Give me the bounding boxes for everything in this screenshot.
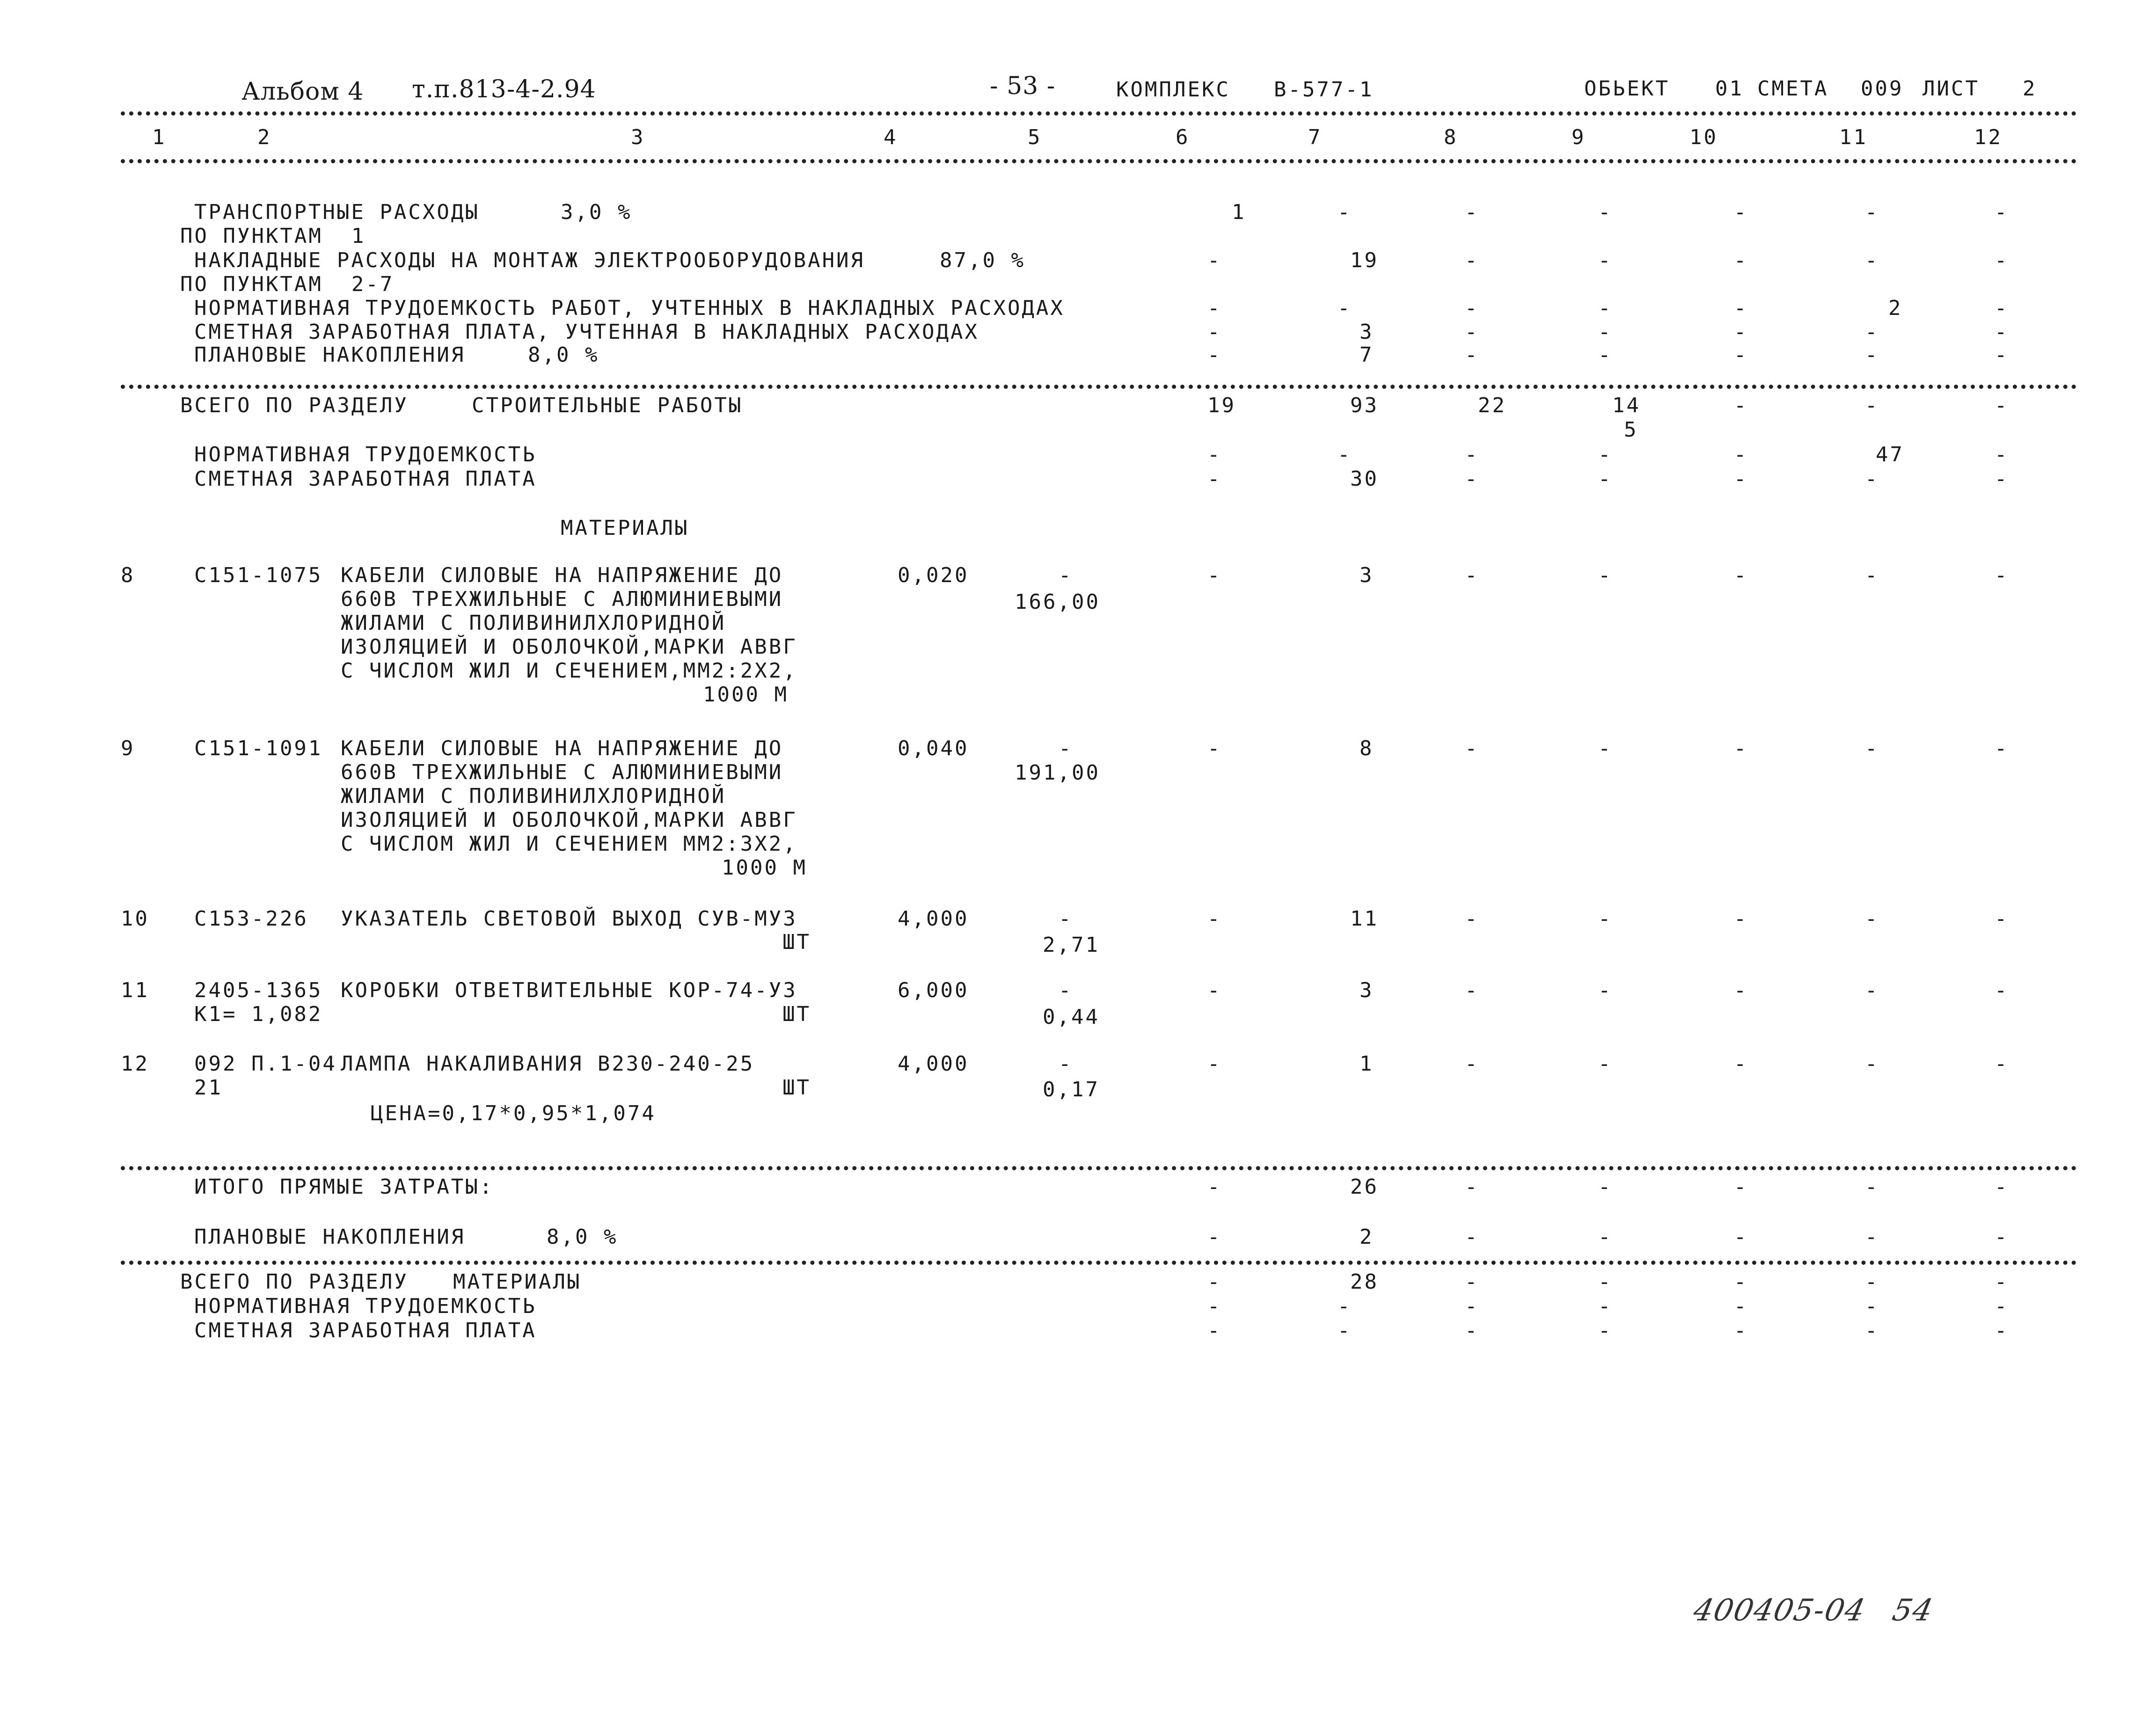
item-description: 660В ТРЕХЖИЛЬНЫЕ С АЛЮМИНИЕВЫМИ: [341, 760, 783, 784]
item-description: КАБЕЛИ СИЛОВЫЕ НА НАПРЯЖЕНИЕ ДО: [341, 563, 783, 587]
cell-c10: -: [1734, 320, 1748, 344]
overhead-label: НАКЛАДНЫЕ РАСХОДЫ НА МОНТАЖ ЭЛЕКТРООБОРУДОВАНИЯ: [194, 248, 865, 272]
overhead-items-ref: ПО ПУНКТАМ 1: [180, 224, 366, 248]
sheet-number: 2: [2023, 77, 2037, 101]
cell-c11: -: [1865, 200, 1879, 224]
cell-c8: -: [1465, 296, 1479, 320]
cell-c6: -: [1207, 320, 1222, 344]
column-number: 12: [1974, 125, 2003, 149]
column-number: 9: [1571, 125, 1586, 149]
cell-c10: -: [1734, 394, 1748, 417]
cell-c8: -: [1465, 343, 1479, 367]
header-separator: [121, 111, 2077, 116]
cell-c7: 3: [1359, 320, 1374, 344]
cell-c7: 30: [1350, 467, 1379, 491]
item-description: УКАЗАТЕЛЬ СВЕТОВОЙ ВЫХОД СУВ-МУ3: [341, 907, 797, 931]
cell-c10: -: [1734, 248, 1748, 272]
cell-c12: -: [1995, 200, 2009, 224]
cell-c12: -: [1995, 394, 2009, 417]
cell-c7: 2: [1359, 1225, 1374, 1249]
quantity: 4,000: [898, 907, 969, 931]
cell-c11: -: [1865, 343, 1879, 367]
item-description: ИЗОЛЯЦИЕЙ И ОБОЛОЧКОЙ,МАРКИ АВВГ: [341, 808, 797, 832]
price-code: С151-1091: [194, 737, 323, 760]
cell-c7: 28: [1350, 1270, 1379, 1294]
cell-c6: -: [1207, 443, 1222, 467]
row-number: 9: [121, 737, 135, 760]
item-description: ИЗОЛЯЦИЕЙ И ОБОЛОЧКОЙ,МАРКИ АВВГ: [341, 635, 797, 659]
cell-c11: -: [1865, 248, 1879, 272]
sheet-label: ЛИСТ: [1922, 77, 1980, 101]
section-name: МАТЕРИАЛЫ: [453, 1270, 582, 1294]
cell-c12: -: [1995, 443, 2009, 467]
cell-c11: -: [1865, 1294, 1879, 1318]
cell-c7: 7: [1359, 343, 1374, 367]
cell-c8: -: [1465, 1319, 1479, 1342]
item-description: ЖИЛАМИ С ПОЛИВИНИЛХЛОРИДНОЙ: [341, 611, 726, 635]
cell-c9: -: [1598, 1225, 1613, 1249]
cell-c11: 2: [1888, 296, 1903, 320]
cell-c11: -: [1865, 737, 1879, 760]
cell-c9: -: [1598, 1175, 1613, 1199]
item-description: С ЧИСЛОМ ЖИЛ И СЕЧЕНИЕМ ММ2:3Х2,: [341, 832, 797, 856]
cell-c11: -: [1865, 1175, 1879, 1199]
estimate-label: СМЕТА: [1757, 77, 1829, 101]
planned-savings-label: ПЛАНОВЫЕ НАКОПЛЕНИЯ: [194, 1225, 466, 1249]
cell-c8: -: [1465, 907, 1479, 931]
cell-c12: -: [1995, 1052, 2009, 1076]
cell-c11: -: [1865, 978, 1879, 1002]
cell-c6: -: [1207, 563, 1222, 587]
overhead-items-ref: ПО ПУНКТАМ 2-7: [180, 272, 395, 296]
cell-c9: -: [1598, 467, 1613, 491]
section-separator: [121, 1166, 2077, 1170]
column-number: 8: [1444, 125, 1458, 149]
materials-heading: МАТЕРИАЛЫ: [561, 516, 689, 540]
price-coefficient: К1= 1,082: [194, 1002, 323, 1026]
cell-c6: -: [1207, 248, 1222, 272]
cell-c8: -: [1465, 443, 1479, 467]
cell-c6: -: [1207, 1319, 1222, 1342]
price-code: С151-1075: [194, 563, 323, 587]
cell-c9-continued: 5: [1624, 418, 1638, 442]
quantity: 0,040: [898, 737, 969, 760]
cell-c12: -: [1995, 907, 2009, 931]
cell-c12: -: [1995, 1270, 2009, 1294]
cell-c6: -: [1207, 1294, 1222, 1318]
section-total-label: ВСЕГО ПО РАЗДЕЛУ: [180, 394, 409, 417]
cell-c11: 47: [1876, 443, 1904, 467]
cell-c7: 19: [1350, 248, 1379, 272]
column-number: 10: [1689, 125, 1718, 149]
column-number: 11: [1839, 125, 1868, 149]
overhead-label: ТРАНСПОРТНЫЕ РАСХОДЫ: [194, 200, 480, 224]
cell-c9: -: [1598, 1319, 1613, 1342]
cell-c6: -: [1207, 343, 1222, 367]
section-separator: [121, 385, 2077, 389]
cell-c10: -: [1734, 563, 1748, 587]
column-number: 6: [1176, 125, 1190, 149]
cell-c11: -: [1865, 1319, 1879, 1342]
item-unit: 1000 М: [703, 683, 789, 707]
cell-c6: -: [1207, 737, 1222, 760]
section-separator: [121, 1261, 2077, 1265]
cell-c9: -: [1598, 200, 1613, 224]
cell-c10: -: [1734, 978, 1748, 1002]
handwritten-document-code: 400405-04: [1690, 1593, 1869, 1628]
cell-c10: -: [1734, 907, 1748, 931]
unit-price-dash: -: [1059, 737, 1073, 760]
page-number: - 53 -: [990, 72, 1056, 100]
cell-c8: -: [1465, 467, 1479, 491]
cell-c10: -: [1734, 1319, 1748, 1342]
cell-c8: -: [1465, 1294, 1479, 1318]
album-label: Альбом 4: [241, 78, 364, 106]
cell-c6: -: [1207, 1175, 1222, 1199]
cell-c10: -: [1734, 1270, 1748, 1294]
cell-c8: 22: [1478, 394, 1506, 417]
cell-c7: 26: [1350, 1175, 1379, 1199]
cell-c10: -: [1734, 1175, 1748, 1199]
cell-c7: -: [1337, 443, 1352, 467]
item-description: КАБЕЛИ СИЛОВЫЕ НА НАПРЯЖЕНИЕ ДО: [341, 737, 783, 760]
cell-c6: -: [1207, 907, 1222, 931]
cell-c11: -: [1865, 1052, 1879, 1076]
cell-c6: -: [1207, 1225, 1222, 1249]
object-label: ОБЬЕКТ: [1584, 77, 1670, 101]
cell-c11: -: [1865, 1225, 1879, 1249]
cell-c7: -: [1337, 1319, 1352, 1342]
unit-price-dash: -: [1059, 978, 1073, 1002]
cell-c6: 19: [1207, 394, 1236, 417]
object-number: 01: [1715, 77, 1744, 101]
cell-c12: -: [1995, 1294, 2009, 1318]
cell-c9: -: [1598, 343, 1613, 367]
cell-c6: -: [1207, 467, 1222, 491]
item-unit: ШТ: [782, 1076, 811, 1100]
unit-price: 166,00: [1015, 590, 1100, 614]
cell-c9: -: [1598, 320, 1613, 344]
cell-c12: -: [1995, 1225, 2009, 1249]
labor-intensity-label: НОРМАТИВНАЯ ТРУДОЕМКОСТЬ: [194, 443, 537, 467]
cell-c12: -: [1995, 1319, 2009, 1342]
price-formula: ЦЕНА=0,17*0,95*1,074: [371, 1101, 656, 1125]
section-name: СТРОИТЕЛЬНЫЕ РАБОТЫ: [472, 394, 743, 417]
column-number: 4: [884, 125, 898, 149]
cell-c12: -: [1995, 978, 2009, 1002]
cell-c10: -: [1734, 737, 1748, 760]
price-code: 092 П.1-04: [194, 1052, 337, 1076]
cell-c6: 1: [1232, 200, 1246, 224]
cell-c12: -: [1995, 296, 2009, 320]
cell-c7: 3: [1359, 563, 1374, 587]
quantity: 6,000: [898, 978, 969, 1002]
complex-code: В-577-1: [1274, 78, 1374, 102]
unit-price: 191,00: [1015, 761, 1100, 785]
cell-c8: -: [1465, 248, 1479, 272]
cell-c8: -: [1465, 737, 1479, 760]
unit-price-dash: -: [1059, 1052, 1073, 1076]
item-description: КОРОБКИ ОТВЕТВИТЕЛЬНЫЕ КОР-74-У3: [341, 978, 797, 1002]
complex-label: КОМПЛЕКС: [1116, 78, 1230, 102]
cell-c11: -: [1865, 907, 1879, 931]
cell-c8: -: [1465, 320, 1479, 344]
cell-c11: -: [1865, 394, 1879, 417]
cell-c9: -: [1598, 563, 1613, 587]
cell-c9: -: [1598, 907, 1613, 931]
price-code-continued: 21: [194, 1076, 223, 1100]
cell-c12: -: [1995, 467, 2009, 491]
cell-c10: -: [1734, 200, 1748, 224]
cell-c9: -: [1598, 248, 1613, 272]
cell-c6: -: [1207, 1052, 1222, 1076]
overhead-rate: 87,0 %: [940, 248, 1025, 272]
cell-c9: -: [1598, 1052, 1613, 1076]
cell-c7: -: [1337, 200, 1352, 224]
cell-c10: -: [1734, 1294, 1748, 1318]
cell-c11: -: [1865, 563, 1879, 587]
item-unit: ШТ: [782, 1002, 811, 1026]
unit-price-dash: -: [1059, 563, 1073, 587]
cell-c12: -: [1995, 737, 2009, 760]
unit-price: 0,17: [1043, 1078, 1100, 1101]
cell-c8: -: [1465, 978, 1479, 1002]
handwritten-page-number: 54: [1889, 1593, 1937, 1628]
cell-c9: -: [1598, 1294, 1613, 1318]
item-unit: ШТ: [782, 930, 811, 954]
item-description: С ЧИСЛОМ ЖИЛ И СЕЧЕНИЕМ,ММ2:2Х2,: [341, 659, 797, 683]
unit-price: 0,44: [1043, 1005, 1100, 1029]
cell-c7: 3: [1359, 978, 1374, 1002]
overhead-label: СМЕТНАЯ ЗАРАБОТНАЯ ПЛАТА, УЧТЕННАЯ В НАКЛАДНЫХ РАСХОДАХ: [194, 320, 979, 344]
row-number: 10: [121, 907, 149, 931]
cell-c12: -: [1995, 563, 2009, 587]
cell-c10: -: [1734, 1225, 1748, 1249]
cell-c7: 93: [1350, 394, 1379, 417]
labor-intensity-label: НОРМАТИВНАЯ ТРУДОЕМКОСТЬ: [194, 1294, 537, 1318]
cell-c9: -: [1598, 1270, 1613, 1294]
cell-c12: -: [1995, 320, 2009, 344]
cell-c9: -: [1598, 737, 1613, 760]
row-number: 11: [121, 978, 149, 1002]
overhead-rate: 8,0 %: [528, 343, 599, 367]
quantity: 0,020: [898, 563, 969, 587]
item-description: 660В ТРЕХЖИЛЬНЫЕ С АЛЮМИНИЕВЫМИ: [341, 587, 783, 611]
price-code: С153-226: [194, 907, 308, 931]
cell-c10: -: [1734, 443, 1748, 467]
column-number: 1: [152, 125, 167, 149]
cell-c8: -: [1465, 563, 1479, 587]
cell-c10: -: [1734, 467, 1748, 491]
cell-c10: -: [1734, 1052, 1748, 1076]
section-total-label: ВСЕГО ПО РАЗДЕЛУ: [180, 1270, 409, 1294]
estimated-wage-label: СМЕТНАЯ ЗАРАБОТНАЯ ПЛАТА: [194, 1319, 537, 1342]
cell-c12: -: [1995, 343, 2009, 367]
cell-c12: -: [1995, 1175, 2009, 1199]
column-header-separator: [121, 159, 2077, 163]
cell-c8: -: [1465, 1175, 1479, 1199]
overhead-label: НОРМАТИВНАЯ ТРУДОЕМКОСТЬ РАБОТ, УЧТЕННЫХ В НАКЛАДНЫХ РАСХОДАХ: [194, 296, 1065, 320]
cell-c8: -: [1465, 1270, 1479, 1294]
row-number: 8: [121, 563, 135, 587]
overhead-rate: 3,0 %: [561, 200, 632, 224]
cell-c11: -: [1865, 1270, 1879, 1294]
cell-c9: -: [1598, 978, 1613, 1002]
column-number: 5: [1028, 125, 1042, 149]
unit-price: 2,71: [1043, 933, 1100, 957]
cell-c9: -: [1598, 443, 1613, 467]
unit-price-dash: -: [1059, 907, 1073, 931]
cell-c12: -: [1995, 248, 2009, 272]
planned-savings-rate: 8,0 %: [547, 1225, 618, 1249]
estimated-wage-label: СМЕТНАЯ ЗАРАБОТНАЯ ПЛАТА: [194, 467, 537, 491]
cell-c11: -: [1865, 320, 1879, 344]
cell-c9: -: [1598, 296, 1613, 320]
cell-c7: 11: [1350, 907, 1379, 931]
price-code: 2405-1365: [194, 978, 323, 1002]
project-code: т.п.813-4-2.94: [412, 75, 596, 103]
cell-c8: -: [1465, 1225, 1479, 1249]
item-description: ЖИЛАМИ С ПОЛИВИНИЛХЛОРИДНОЙ: [341, 784, 726, 808]
column-number: 7: [1308, 125, 1323, 149]
cell-c8: -: [1465, 1052, 1479, 1076]
cell-c10: -: [1734, 296, 1748, 320]
cell-c6: -: [1207, 296, 1222, 320]
cell-c9: 14: [1612, 394, 1641, 417]
item-unit: 1000 М: [722, 856, 807, 880]
row-number: 12: [121, 1052, 149, 1076]
cell-c6: -: [1207, 978, 1222, 1002]
cell-c7: -: [1337, 296, 1352, 320]
overhead-label: ПЛАНОВЫЕ НАКОПЛЕНИЯ: [194, 343, 466, 367]
quantity: 4,000: [898, 1052, 969, 1076]
item-description: ЛАМПА НАКАЛИВАНИЯ В230-240-25: [341, 1052, 755, 1076]
estimate-number: 009: [1861, 77, 1904, 101]
cell-c7: 8: [1359, 737, 1374, 760]
column-number: 2: [257, 125, 272, 149]
cell-c8: -: [1465, 200, 1479, 224]
cell-c7: -: [1337, 1294, 1352, 1318]
cell-c7: 1: [1359, 1052, 1374, 1076]
cell-c10: -: [1734, 343, 1748, 367]
cell-c6: -: [1207, 1270, 1222, 1294]
column-number: 3: [631, 125, 645, 149]
cell-c11: -: [1865, 467, 1879, 491]
direct-costs-label: ИТОГО ПРЯМЫЕ ЗАТРАТЫ:: [194, 1175, 494, 1199]
